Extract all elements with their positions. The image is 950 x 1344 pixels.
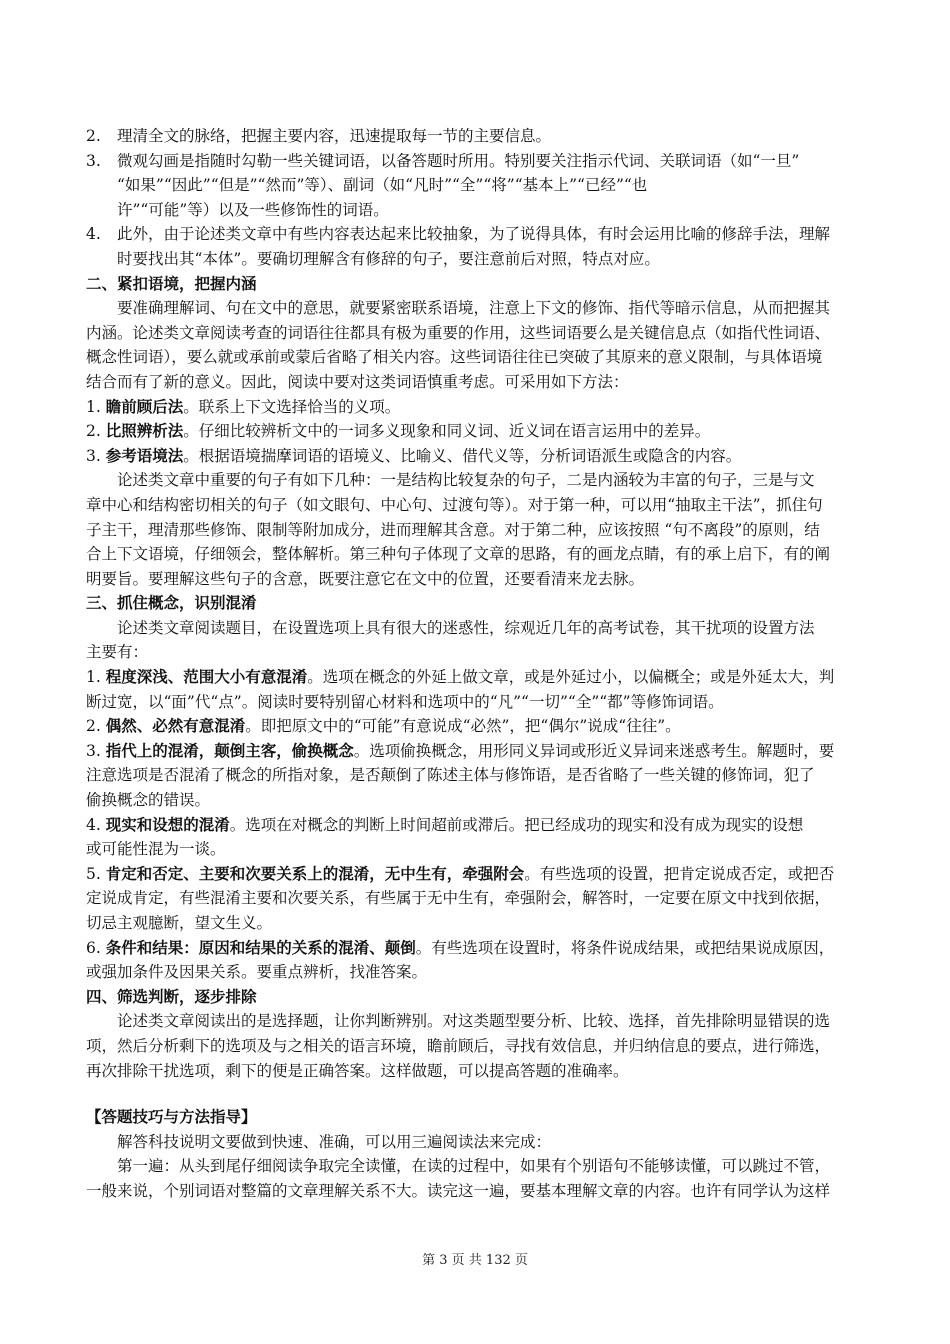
item-title: 条件和结果：原因和结果的关系的混淆、颠倒	[105, 937, 416, 957]
paragraph-line: 项，然后分析剩下的选项及与之相关的语言环境，瞻前顾后，寻找有效信息，并归纳信息的要点，进行筛选，	[86, 1036, 831, 1055]
list-item	[86, 124, 866, 149]
item-number: 4.	[86, 815, 106, 834]
item-title: 偶然、必然有意混淆	[105, 716, 246, 736]
list-item	[86, 149, 866, 174]
list-item-continuation: 时要找出其“本体”。要确切理解含有修辞的句子，要注意前后对照，特点对应。	[117, 249, 660, 268]
paragraph-line: 结合而有了新的意义。因此，阅读中要对这类词语慎重考虑。可采用如下方法：	[86, 372, 629, 391]
confusion-item	[86, 739, 866, 764]
method-name: 参考语境法	[105, 445, 184, 465]
method-number: 2.	[86, 422, 106, 441]
item-continuation: 注意选项是否混淆了概念的所指对象，是否颠倒了陈述主体与修饰语，是否省略了一些关键的修饰词，犯了	[86, 766, 815, 785]
confusion-item	[86, 665, 866, 690]
paragraph-line: 再次排除干扰选项，剩下的便是正确答案。这样做题，可以提高答题的准确率。	[86, 1061, 629, 1080]
list-item	[86, 222, 866, 247]
item-continuation: 或可能性混为一谈。	[86, 840, 226, 859]
item-title: 指代上的混淆，颠倒主客，偷换概念	[105, 740, 354, 760]
item-desc: 。即把原文中的“可能”有意说成“必然”，把“偶尔”说成“往往”。	[245, 717, 681, 736]
confusion-item	[86, 862, 866, 887]
item-continuation: 定说成肯定，有些混淆主要和次要关系，有些属于无中生有，牵强附会，解答时，一定要在原文中找到依据，	[86, 889, 831, 908]
paragraph-line: 合上下文语境，仔细领会，整体解析。第三种句子体现了文章的思路，有的画龙点睛，有的承上启下，有的阐	[86, 545, 831, 564]
list-item-continuation: “如果”“因此”“但是”“然而”等）、副词（如“凡时”“全”“将”“基本上”“已经”“也	[117, 176, 648, 195]
item-number: 1.	[86, 668, 106, 687]
confusion-item	[86, 813, 866, 838]
list-text: 理清全文的脉络，把握主要内容，迅速提取每一节的主要信息。	[117, 127, 552, 145]
paragraph-line: 论述类文章中重要的句子有如下几种：一是结构比较复杂的句子，二是内涵较为丰富的句子，三是与文	[117, 471, 815, 490]
list-text: 此外，由于论述类文章中有些内容表达起来比较抽象，为了说得具体，有时会运用比喻的修辞手法，理解	[117, 225, 831, 244]
paragraph-line: 论述类文章阅读题目，在设置选项上具有很大的迷惑性，综观近几年的高考试卷，其干扰项的设置方法	[117, 618, 815, 637]
paragraph-line: 一般来说，个别词语对整篇的文章理解关系不大。读完这一遍，要基本理解文章的内容。也许有同学认为这样	[86, 1181, 831, 1200]
paragraph-line: 要准确理解词、句在文中的意思，就要紧密联系语境，注意上下文的修饰、指代等暗示信息，从而把握其	[117, 299, 831, 318]
item-title: 程度深浅、范围大小有意混淆	[105, 667, 308, 687]
item-number: 3.	[86, 741, 106, 760]
item-continuation: 切忌主观臆断，望文生义。	[86, 914, 273, 932]
item-desc: 。有些选项的设置，把肯定说成否定，或把否	[524, 864, 835, 883]
page-body	[86, 124, 866, 1204]
item-desc: 。选项在概念的外延上做文章，或是外延过小，以偏概全；或是外延太大，判	[307, 668, 835, 687]
item-desc: 。选项偷换概念，用形同义异词或形近义异词来迷惑考生。解题时，要	[353, 741, 835, 760]
item-desc: 。有些选项在设置时，将条件说成结果，或把结果说成原因，	[415, 938, 835, 957]
method-desc: 。联系上下文选择恰当的义项。	[183, 397, 401, 416]
list-number: 3.	[86, 151, 101, 170]
section-heading: 三、抓住概念，识别混淆	[86, 593, 257, 613]
item-number: 2.	[86, 717, 106, 736]
tips-heading: 【答题技巧与方法指导】	[86, 1107, 257, 1127]
confusion-item	[86, 936, 866, 961]
paragraph-line: 论述类文章阅读出的是选择题，让你判断辨别。对这类题型要分析、比较、选择，首先排除明显错误的选	[117, 1012, 831, 1031]
method-item	[86, 395, 866, 420]
paragraph-line: 章中心和结构密切相关的句子（如文眼句、中心句、过渡句等）。对于第一种，可以用“抽取主干法”，抓住句	[86, 495, 823, 514]
method-number: 3.	[86, 446, 106, 465]
paragraph-line: 明要旨。要理解这些句子的含意，既要注意它在文中的位置，还要看清来龙去脉。	[86, 569, 645, 588]
paragraph-line: 第一遍：从头到尾仔细阅读争取完全读懂，在读的过程中，如果有个别语句不能够读懂，可以跳过不管，	[117, 1157, 831, 1176]
method-item	[86, 419, 866, 444]
page-footer: 第 3 页 共 132 页	[422, 1253, 528, 1268]
item-desc: 。选项在对概念的判断上时间超前或滞后。把已经成功的现实和没有成为现实的设想	[229, 815, 804, 834]
paragraph-line: 概念性词语），要么就或承前或蒙后省略了相关内容。这些词语往往已突破了其原来的意义限制，与具体语境	[86, 348, 823, 367]
paragraph-line: 主要有：	[86, 643, 149, 662]
confusion-item	[86, 714, 866, 739]
paragraph-line: 内涵。论述类文章阅读考查的词语往往都具有极为重要的作用，这些词语要么是关键信息点（如指代性词语、	[86, 323, 831, 342]
list-text: 微观勾画是指随时勾勒一些关键词语，以备答题时所用。特别要关注指示代词、关联词语（如“一旦”	[117, 151, 800, 170]
paragraph-line: 子主干，理清那些修饰、限制等附加成分，进而理解其含意。对于第二种，应该按照 “句不离段”的原则，结	[86, 520, 820, 539]
item-number: 5.	[86, 864, 106, 883]
list-number: 2.	[86, 127, 101, 145]
method-desc: 。根据语境揣摩词语的语境义、比喻义、借代义等，分析词语派生或隐含的内容。	[183, 446, 742, 465]
method-number: 1.	[86, 397, 106, 416]
section-heading: 四、筛选判断，逐步排除	[86, 986, 257, 1006]
list-number: 4.	[86, 225, 101, 244]
method-desc: 。仔细比较辨析文中的一词多义现象和同义词、近义词在语言运用中的差异。	[183, 422, 711, 441]
item-continuation: 断过宽，以“面”代“点”。阅读时要特别留心材料和选项中的“凡”“一切”“全”“都”等修饰词语。	[86, 692, 724, 711]
section-heading: 二、紧扣语境，把握内涵	[86, 273, 257, 293]
method-name: 比照辨析法	[105, 421, 184, 441]
list-item-continuation: 许”“可能”等）以及一些修饰性的词语。	[117, 200, 389, 219]
tips-intro: 解答科技说明文要做到快速、准确，可以用三遍阅读法来完成：	[117, 1132, 552, 1151]
spacer	[86, 1083, 866, 1105]
item-continuation: 偷换概念的错误。	[86, 791, 211, 810]
item-continuation: 或强加条件及因果关系。要重点辨析，找准答案。	[86, 963, 428, 982]
method-item	[86, 444, 866, 469]
item-title: 现实和设想的混淆	[105, 814, 230, 834]
method-name: 瞻前顾后法	[105, 396, 184, 416]
item-title: 肯定和否定、主要和次要关系上的混淆，无中生有，牵强附会	[105, 863, 525, 883]
item-number: 6.	[86, 938, 106, 957]
